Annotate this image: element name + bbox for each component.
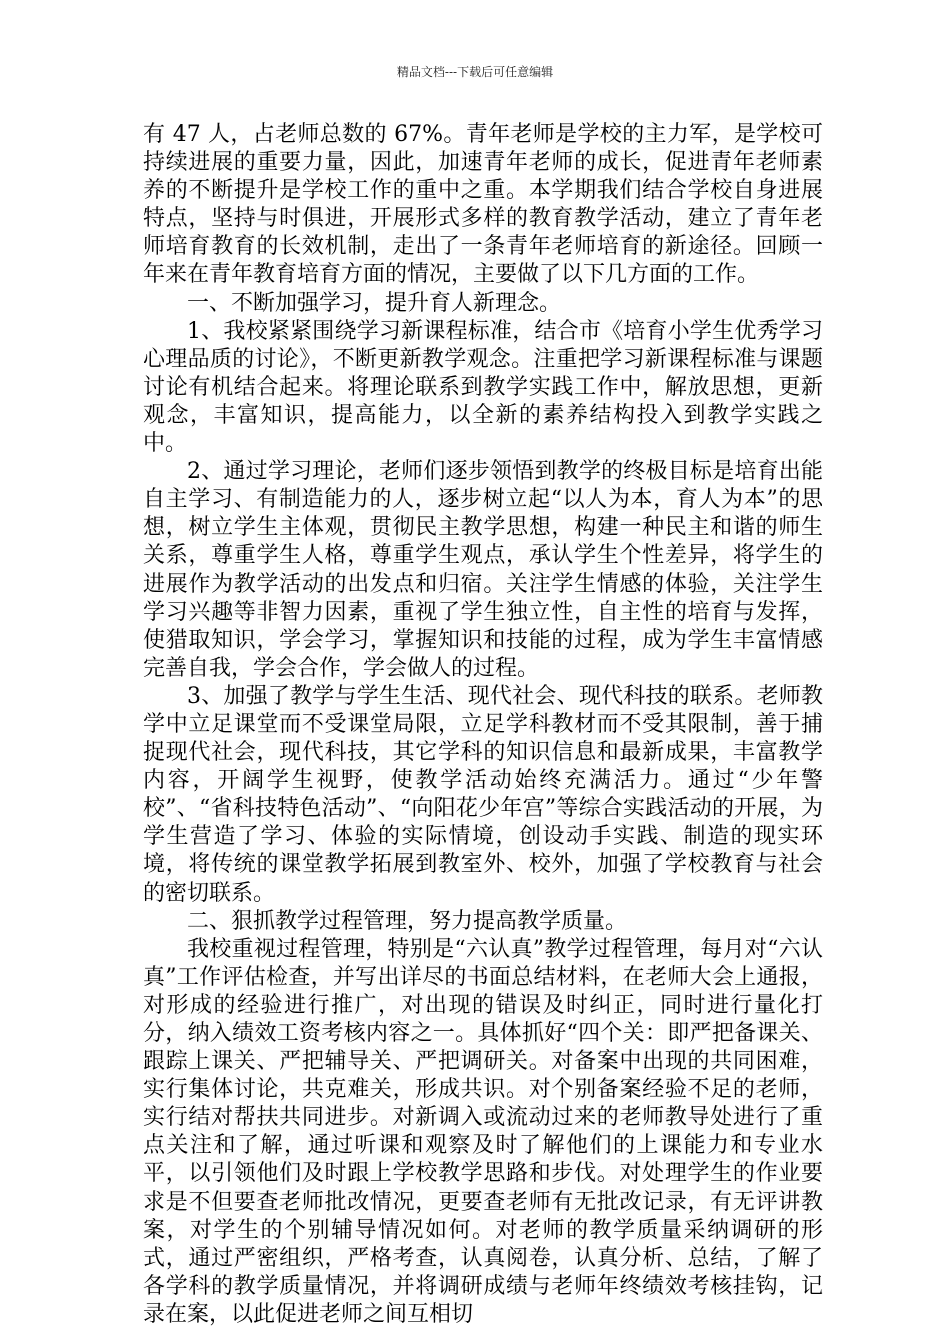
section-heading-1: 一、不断加强学习，提升育人新理念。 — [187, 290, 562, 316]
page-header: 精品文档---下载后可任意编辑 — [396, 65, 554, 79]
paragraph-intro: 有 47 人，占老师总数的 67%。青年老师是学校的主力军，是学校可持续进展的重要力量，因此，加速青年老师的成长，促进青年老师素养的不断提升是学校工作的重中之重。本学期我们结合学校自身进展特点，坚持与时俱进，开展形式多样的教育教学活动，建立了青年老师培育教育的长效机制，走出了一条青年老师培育的新途径。回顾一年来在青年教育培育方面的情况，主要做了以下几方面的工作。 — [143, 122, 823, 288]
section-heading-2: 二、狠抓教学过程管理，努力提高教学质量。 — [187, 908, 628, 934]
paragraph-1-3: 3、加强了教学与学生生活、现代社会、现代科技的联系。老师教学中立足课堂而不受课堂局限，立足学科教材而不受其限制，善于捕捉现代社会，现代科技，其它学科的知识信息和最新成果，丰富教学内容，开阔学生视野，使教学活动始终充满活力。通过“少年警校”、“省科技特色活动”、“向阳花少年宫”等综合实践活动的开展，为学生营造了学习、体验的实际情境，创设动手实践、制造的现实环境，将传统的课堂教学拓展到教室外、校外，加强了学校教育与社会的密切联系。 — [143, 683, 823, 906]
paragraph-2-1: 我校重视过程管理，特别是“六认真”教学过程管理，每月对“六认真”工作评估检查，并写出详尽的书面总结材料，在老师大会上通报，对形成的经验进行推广，对出现的错误及时纠正，同时进行量化打分，纳入绩效工资考核内容之一。具体抓好“四个关：即严把备课关、跟踪上课关、严把辅导关、严把调研关。对备案中出现的共同困难，实行集体讨论，共克难关，形成共识。对个别备案经验不足的老师，实行结对帮扶共同进步。对新调入或流动过来的老师教导处进行了重点关注和了解，通过听课和观察及时了解他们的上课能力和专业水平，以引领他们及时跟上学校教学思路和步伐。对处理学生的作业要求是不但要查老师批改情况，更要查老师有无批改记录，有无评讲教案，对学生的个别辅导情况如何。对老师的教学质量采纳调研的形式，通过严密组织，严格考查，认真阅卷，认真分析、总结，了解了各学科的教学质量情况，并将调研成绩与老师年终绩效考核挂钩，记录在案，以此促进老师之间互相切 — [143, 936, 823, 1327]
document-body — [143, 121, 823, 1329]
paragraph-1-1: 1、我校紧紧围绕学习新课程标准，结合市《培育小学生优秀学习心理品质的讨论》，不断更新教学观念。注重把学习新课程标准与课题讨论有机结合起来。将理论联系到教学实践工作中，解放思想，更新观念，丰富知识，提高能力，以全新的素养结构投入到教学实践之中。 — [143, 318, 823, 457]
paragraph-1-2: 2、通过学习理论，老师们逐步领悟到教学的终极目标是培育出能自主学习、有制造能力的人，逐步树立起“以人为本，育人为本”的思想，树立学生主体观，贯彻民主教学思想，构建一种民主和谐的师生关系，尊重学生人格，尊重学生观点，承认学生个性差异，将学生的进展作为教学活动的出发点和归宿。关注学生情感的体验，关注学生学习兴趣等非智力因素，重视了学生独立性，自主性的培育与发挥，使猎取知识，学会学习，掌握知识和技能的过程，成为学生丰富情感完善自我，学会合作，学会做人的过程。 — [143, 459, 823, 681]
